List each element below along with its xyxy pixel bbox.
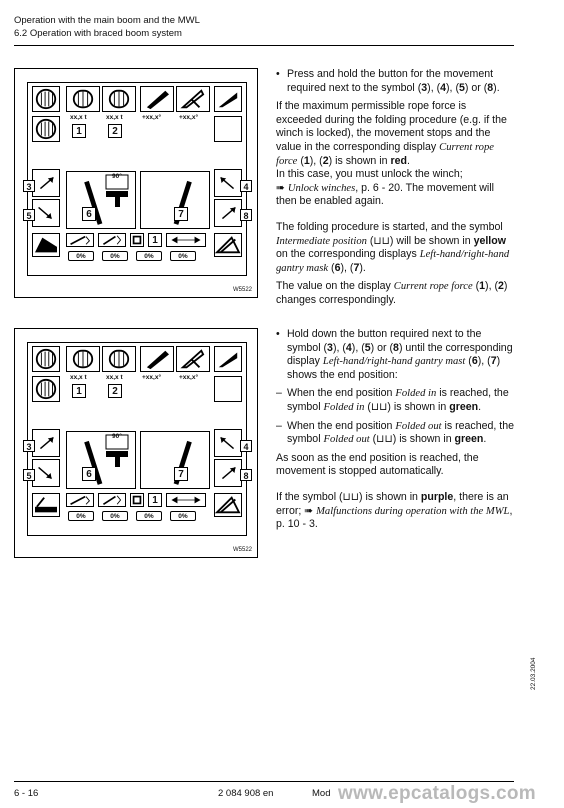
boom-tool-icon	[66, 493, 94, 507]
ref-2: 2	[322, 154, 329, 167]
text: on the corresponding displays	[276, 248, 420, 261]
bullet: •	[276, 328, 280, 340]
mast-tool-icon	[98, 233, 126, 247]
reference-arrow-icon: ➠	[304, 504, 314, 517]
position-name: Folded in	[395, 388, 437, 400]
mode-number: 1	[148, 493, 162, 507]
ref-3: 3	[327, 341, 333, 354]
raise-right-gantry-button[interactable]	[214, 199, 242, 227]
text: When the end position	[287, 387, 396, 400]
left-boom-icon	[32, 493, 60, 517]
ref-1: 1	[479, 280, 486, 293]
ref-4: 4	[440, 81, 447, 94]
figure-code: W5522	[232, 287, 252, 293]
color-word: green	[449, 400, 479, 413]
callout-5: 5	[23, 209, 35, 221]
text: ), (	[351, 341, 365, 354]
intermediate-position-icon: (⊔⊔)	[369, 234, 394, 247]
callout-6: 6	[82, 207, 96, 221]
empty-slot	[214, 376, 242, 402]
display-figure-2	[14, 328, 258, 558]
mode-number: 1	[148, 233, 162, 247]
page-number: 6 - 16	[14, 788, 39, 799]
percent-display: 0%	[68, 511, 94, 521]
dash: –	[276, 387, 282, 400]
dash: –	[276, 419, 282, 432]
right-boom-icon	[214, 493, 242, 517]
text: If the maximum permissible rope force is exceeded during the folding procedure (e.g. if the winch is locked), the movement stops and the value in the corresponding display	[276, 100, 507, 153]
callout-1: 1	[72, 384, 86, 398]
position-arrows-icon	[166, 493, 206, 507]
ref-3: 3	[421, 81, 428, 94]
display-screen	[27, 342, 247, 536]
jib-angle-icon	[176, 346, 210, 372]
instructions-block-1	[276, 68, 514, 313]
revision-date: 22.03.2004	[530, 657, 537, 690]
rope-force-right-value: xx,x t	[106, 374, 123, 381]
text: ) until the corresponding display	[287, 341, 513, 368]
callout-3: 3	[23, 440, 35, 452]
text: is reached, the symbol	[287, 419, 515, 446]
header-line-2: 6.2 Operation with braced boom system	[14, 28, 182, 39]
percent-display: 0%	[170, 251, 196, 261]
jib-angle-icon	[176, 86, 210, 112]
text: ), (	[340, 261, 354, 274]
boom-angle-icon	[140, 346, 174, 372]
percent-display: 0%	[102, 251, 128, 261]
text: Hold down the button required next to the symbol (	[287, 328, 482, 354]
boom-icon	[214, 346, 242, 372]
watermark: www.epcatalogs.com	[338, 783, 536, 804]
text: , there is an error;	[276, 490, 509, 517]
cross-reference-link[interactable]: Unlock winches	[287, 182, 356, 194]
text: ), (	[332, 341, 346, 354]
folded-out-icon: (⊔⊔)	[372, 433, 397, 446]
text: ), (	[309, 154, 323, 167]
boom-angle-value: +xx,x°	[142, 114, 162, 121]
lower-right-gantry-button[interactable]	[214, 169, 242, 197]
error-symbol-icon: (⊔⊔)	[339, 490, 363, 503]
percent-display: 0%	[68, 251, 94, 261]
text: ) is shown in	[328, 154, 391, 167]
percent-display: 0%	[170, 511, 196, 521]
text: In this case, you must unlock the winch;	[276, 168, 463, 181]
color-word: red	[390, 154, 407, 167]
raise-left-gantry-button[interactable]	[32, 429, 60, 457]
instruction-step	[276, 328, 514, 382]
rope-force-left-value: xx,x t	[70, 374, 87, 381]
winch-left-icon	[66, 346, 100, 372]
text: ) changes correspondingly.	[276, 280, 508, 306]
cross-reference-link[interactable]: Malfunctions during operation with the MWL	[316, 505, 510, 517]
raise-right-gantry-button[interactable]	[214, 459, 242, 487]
ref-5: 5	[458, 81, 465, 94]
ref-6: 6	[471, 355, 478, 368]
ref-5: 5	[364, 341, 371, 354]
color-word: yellow	[473, 234, 506, 247]
folded-in-icon: (⊔⊔)	[367, 400, 391, 413]
ref-7: 7	[490, 355, 497, 368]
instruction-step	[276, 68, 514, 95]
winch-icon	[32, 86, 60, 112]
text: (	[472, 280, 480, 293]
callout-1: 1	[72, 124, 86, 138]
lower-right-gantry-button[interactable]	[214, 429, 242, 457]
symbol-name: Folded out	[323, 434, 370, 446]
position-name: Folded out	[395, 420, 442, 432]
mode-icon	[130, 233, 144, 247]
text: is reached, the symbol	[287, 387, 509, 413]
boom-tool-icon	[66, 233, 94, 247]
callout-2: 2	[108, 124, 122, 138]
callout-6: 6	[82, 467, 96, 481]
lower-left-gantry-button[interactable]	[32, 199, 60, 227]
text: ) or (	[464, 81, 488, 94]
text: ), (	[485, 280, 498, 293]
text: , p. 6 - 20. The movement will then be enabled again.	[276, 181, 494, 208]
boom-angle-value: +xx,x°	[142, 374, 162, 381]
lower-left-gantry-button[interactable]	[32, 459, 60, 487]
paragraph	[276, 280, 514, 307]
paragraph: As soon as the end position is reached, the movement is stopped automatically.	[276, 451, 479, 478]
text: ).	[359, 261, 366, 274]
percent-display: 0%	[102, 511, 128, 521]
text: ), (	[446, 81, 459, 94]
text: If the symbol	[276, 490, 339, 503]
callout-4: 4	[240, 180, 252, 192]
text: When the end position	[287, 419, 396, 432]
sub-step	[276, 420, 514, 447]
jib-angle-value: +xx,x°	[179, 114, 199, 121]
text: The value on the display	[276, 280, 394, 293]
manual-part: Mod	[312, 788, 331, 799]
text: (	[297, 154, 304, 167]
winch-right-icon	[102, 86, 136, 112]
paragraph	[276, 221, 514, 275]
paragraph	[276, 168, 514, 209]
sub-step	[276, 387, 514, 414]
ref-8: 8	[393, 341, 399, 354]
color-word: purple	[420, 490, 454, 503]
header-line-1: Operation with the main boom and the MWL	[14, 15, 200, 26]
position-arrows-icon	[166, 233, 206, 247]
figure-code: W5522	[232, 547, 252, 553]
ref-8: 8	[487, 81, 494, 94]
callout-8: 8	[240, 209, 252, 221]
header-rule	[14, 45, 514, 46]
percent-display: 0%	[136, 511, 162, 521]
winch-icon	[32, 116, 60, 142]
text: will be shown in	[393, 234, 474, 247]
display-name: Current rope force	[393, 281, 473, 293]
jib-angle-value: +xx,x°	[179, 374, 199, 381]
display-name: Current rope force	[276, 141, 494, 167]
winch-left-icon	[66, 86, 100, 112]
text: The folding procedure is started, and the symbol	[276, 220, 503, 233]
symbol-name: Intermediate position	[276, 235, 367, 247]
ref-6: 6	[334, 261, 341, 274]
text: is shown in	[396, 433, 455, 446]
text: ).	[493, 81, 500, 94]
text: ) shows the end position:	[287, 355, 501, 381]
document-number: 2 084 908 en	[218, 788, 274, 799]
color-word: green	[454, 433, 484, 446]
callout-2: 2	[108, 384, 122, 398]
callout-7: 7	[174, 207, 188, 221]
paragraph	[276, 491, 514, 532]
text: (	[465, 355, 472, 368]
rope-force-right-value: xx,x t	[106, 114, 123, 121]
callout-8: 8	[240, 469, 252, 481]
winch-icon	[32, 346, 60, 372]
display-name: Left-hand/right-hand gantry mask	[276, 249, 510, 274]
display-screen	[27, 82, 247, 276]
ref-1: 1	[303, 154, 310, 167]
winch-right-icon	[102, 346, 136, 372]
bullet: •	[276, 68, 280, 80]
text: ), (	[477, 355, 491, 368]
symbol-name: Folded in	[323, 401, 365, 413]
mode-icon	[130, 493, 144, 507]
center-angle-value: 90°	[112, 173, 122, 180]
instructions-block-2	[276, 328, 514, 537]
reference-arrow-icon: ➠	[276, 181, 285, 194]
ref-4: 4	[345, 341, 352, 354]
text: .	[478, 400, 482, 413]
rope-force-left-value: xx,x t	[70, 114, 87, 121]
text: is shown in	[390, 400, 450, 413]
display-name: Left-hand/right-hand gantry mast	[322, 356, 466, 368]
raise-left-gantry-button[interactable]	[32, 169, 60, 197]
percent-display: 0%	[136, 251, 162, 261]
text: (	[328, 261, 335, 274]
text: .	[406, 154, 410, 167]
footer-rule	[14, 781, 514, 782]
mast-tool-icon	[98, 493, 126, 507]
paragraph	[276, 100, 514, 168]
empty-slot	[214, 116, 242, 142]
center-angle-value: 90°	[112, 433, 122, 440]
text: ) or (	[370, 341, 394, 354]
callout-3: 3	[23, 180, 35, 192]
callout-7: 7	[174, 467, 188, 481]
text: Press and hold the button for the movement required next to the symbol (	[287, 68, 494, 94]
left-boom-icon	[32, 233, 60, 257]
display-figure-1	[14, 68, 258, 298]
text: ), (	[427, 81, 441, 94]
callout-4: 4	[240, 440, 252, 452]
boom-angle-icon	[140, 86, 174, 112]
ref-7: 7	[353, 261, 360, 274]
text: .	[483, 433, 487, 446]
callout-5: 5	[23, 469, 35, 481]
right-boom-icon	[214, 233, 242, 257]
text: is shown in	[362, 490, 421, 503]
boom-icon	[214, 86, 242, 112]
ref-2: 2	[498, 280, 504, 293]
page-header	[14, 14, 200, 40]
winch-icon	[32, 376, 60, 402]
text: , p. 10 - 3.	[276, 504, 513, 531]
